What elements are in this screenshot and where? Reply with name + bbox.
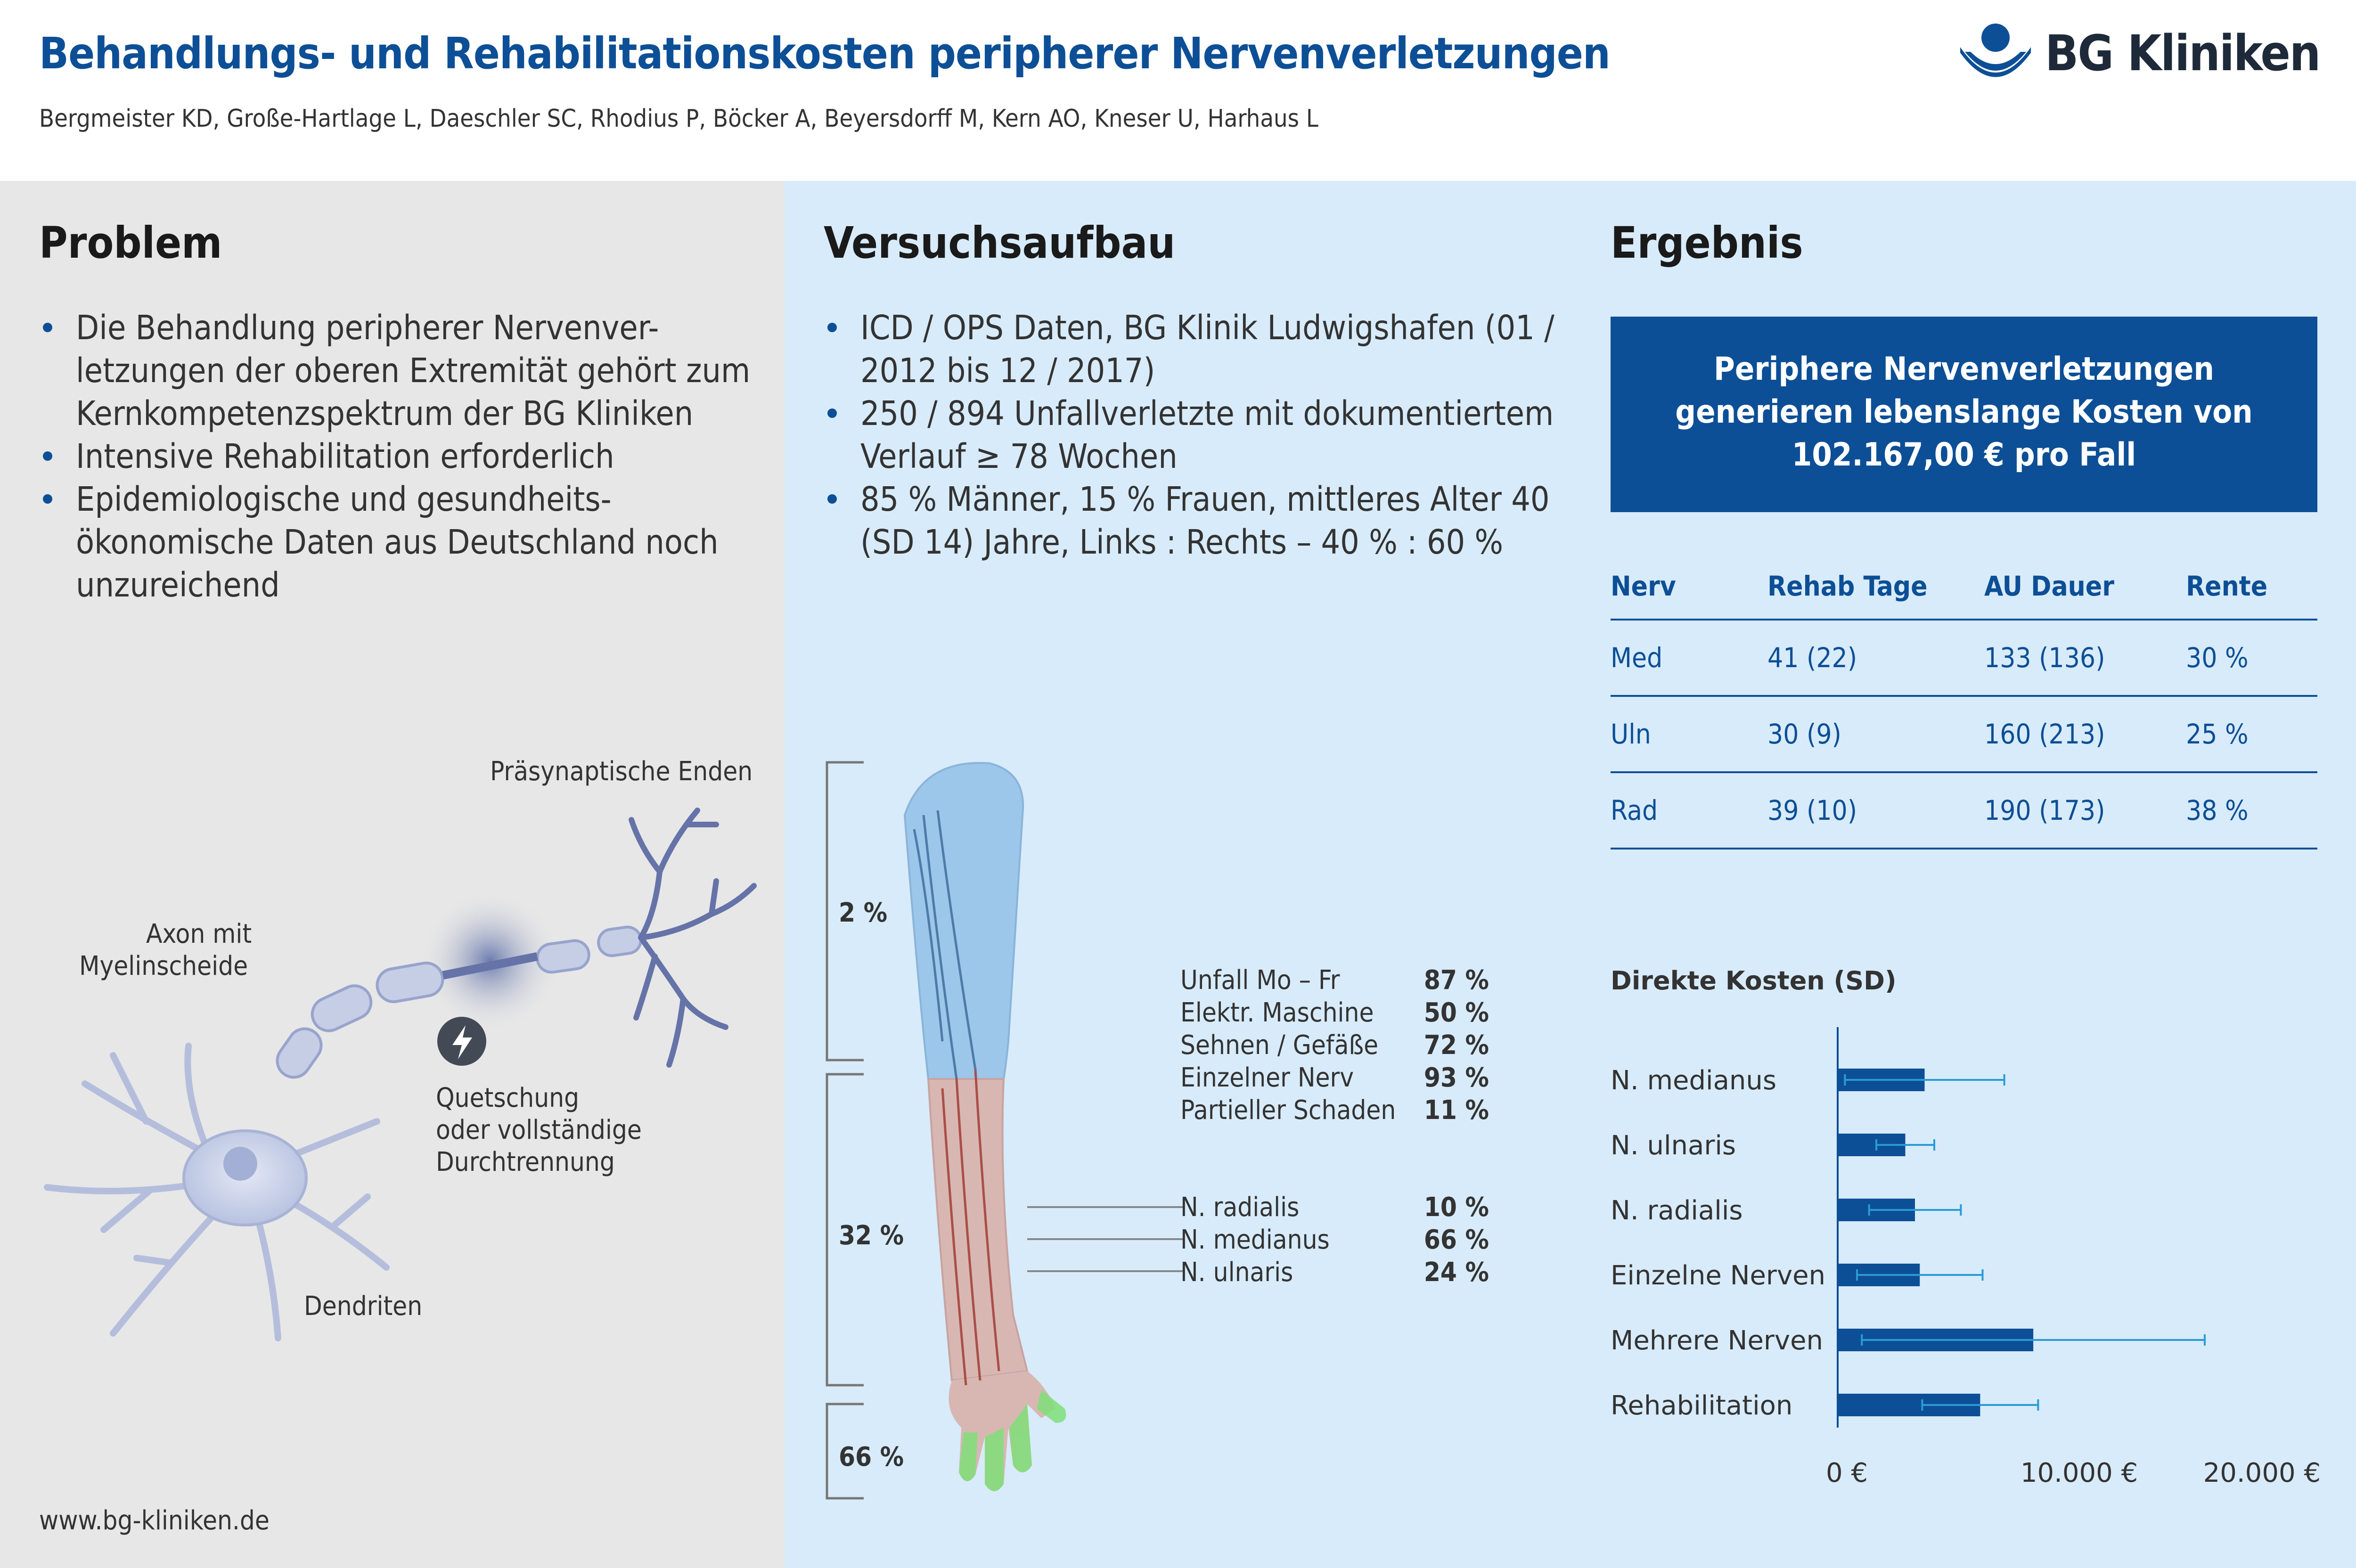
stat-label: Partieller Schaden	[1180, 1095, 1396, 1126]
table-header-row	[1611, 554, 2317, 620]
table-cell: 190 (173)	[1984, 772, 2186, 849]
list-item: 250 / 894 Unfallverletzte mit dokumentiertem Verlauf ≥ 78 Wochen	[824, 392, 1559, 478]
list-item: Die Behandlung peripherer Nervenver-letzungen der oberen Extremität gehört zum Kernkompetenzspektrum der BG Kliniken	[39, 306, 774, 435]
axon-label-2: Myelinscheide	[79, 951, 248, 981]
column-header: AU Dauer	[1984, 554, 2186, 620]
stat-value: 72 %	[1423, 1030, 1489, 1061]
nerve-label: N. radialis	[1180, 1192, 1300, 1223]
tick-label: 10.000 €	[2020, 1458, 2138, 1488]
nerve-pointer-lines	[1027, 1197, 1187, 1291]
direct-costs-chart	[1593, 952, 2347, 1508]
injury-label-1: Quetschung	[436, 1083, 580, 1113]
list-item: ICD / OPS Daten, BG Klinik Ludwigshafen (01 / 2012 bis 12 / 2017)	[824, 306, 1559, 392]
stat-label: Unfall Mo – Fr	[1180, 965, 1340, 996]
page-title: Behandlungs- und Rehabilitationskosten peripherer Nervenverletzungen	[39, 28, 1610, 79]
injury-label-2: oder vollständige	[436, 1115, 642, 1145]
stat-label: Sehnen / Gefäße	[1180, 1030, 1379, 1061]
banner-line: Periphere Nervenverletzungen	[1714, 351, 2214, 388]
key-result-banner	[1611, 317, 2317, 512]
table-cell: 160 (213)	[1984, 696, 2186, 772]
table-cell: 38 %	[2186, 772, 2317, 849]
ergebnis-heading: Ergebnis	[1611, 218, 1803, 268]
category-label: Einzelne Nerven	[1611, 1260, 1826, 1291]
stat-label: Elektr. Maschine	[1180, 997, 1374, 1028]
injury-label-3: Durchtrennung	[436, 1147, 615, 1177]
table-cell: Med	[1611, 620, 1767, 696]
table-cell: 25 %	[2186, 696, 2317, 772]
table-cell: 30 (9)	[1767, 696, 1984, 772]
nerve-value: 66 %	[1423, 1225, 1489, 1255]
category-label: N. ulnaris	[1611, 1130, 1736, 1161]
tick-label: 0 €	[1826, 1458, 1868, 1488]
list-item: Epidemiologische und gesundheits-ökonomische Daten aus Deutschland noch unzureichend	[39, 478, 774, 606]
arm-illustration	[886, 759, 1150, 1512]
nerve-list	[1180, 1192, 1489, 1290]
tick-label: 20.000 €	[2203, 1458, 2321, 1488]
table-row	[1611, 772, 2317, 849]
stats-list	[1180, 965, 1489, 1127]
list-item: 85 % Männer, 15 % Frauen, mittleres Alter 40 (SD 14) Jahre, Links : Rechts – 40 % : 60 %	[824, 478, 1559, 564]
authors: Bergmeister KD, Große-Hartlage L, Daeschler SC, Rhodius P, Böcker A, Beyersdorff M, Kern AO, Kneser U, Harhaus L	[39, 105, 1318, 133]
table-cell: Uln	[1611, 696, 1767, 772]
banner-line: 102.167,00 € pro Fall	[1792, 436, 2136, 474]
versuchsaufbau-bullets	[824, 306, 1559, 564]
stat-value: 11 %	[1423, 1095, 1489, 1126]
banner-line: generieren lebenslange Kosten von	[1675, 393, 2253, 431]
column-header: Rehab Tage	[1767, 554, 1984, 620]
stat-label: Einzelner Nerv	[1180, 1062, 1354, 1093]
dendrites-label: Dendriten	[304, 1291, 423, 1322]
results-table	[1611, 554, 2317, 849]
table-cell: 39 (10)	[1767, 772, 1984, 849]
stat-value: 93 %	[1423, 1062, 1489, 1093]
axon-label-1: Axon mit	[146, 919, 252, 949]
table-cell: 41 (22)	[1767, 620, 1984, 696]
stat-value: 87 %	[1423, 965, 1489, 996]
versuchsaufbau-heading: Versuchsaufbau	[824, 218, 1176, 268]
category-label: N. radialis	[1611, 1195, 1743, 1226]
stat-value: 50 %	[1423, 997, 1489, 1028]
logo-text: BG Kliniken	[2045, 24, 2320, 82]
problem-heading: Problem	[39, 218, 222, 268]
chart-title: Direkte Kosten (SD)	[1611, 966, 1897, 996]
arm-brackets	[822, 759, 869, 1503]
segment-label-forearm: 32 %	[839, 1220, 904, 1251]
segment-label-hand: 66 %	[839, 1442, 904, 1472]
category-label: Mehrere Nerven	[1611, 1325, 1824, 1356]
table-row	[1611, 696, 2317, 772]
table-cell: 133 (136)	[1984, 620, 2186, 696]
nerve-value: 10 %	[1423, 1192, 1489, 1223]
website-link[interactable]: www.bg-kliniken.de	[39, 1505, 270, 1536]
category-label: Rehabilitation	[1611, 1390, 1793, 1421]
presynaptic-label: Präsynaptische Enden	[490, 756, 753, 787]
list-item: Intensive Rehabilitation erforderlich	[39, 435, 774, 478]
table-cell: Rad	[1611, 772, 1767, 849]
column-header: Rente	[2186, 554, 2317, 620]
nerve-label: N. medianus	[1180, 1225, 1330, 1255]
table-row	[1611, 620, 2317, 696]
segment-label-upper: 2 %	[839, 898, 888, 928]
table-cell: 30 %	[2186, 620, 2317, 696]
problem-bullets	[39, 306, 774, 606]
nerve-label: N. ulnaris	[1180, 1257, 1293, 1288]
category-label: N. medianus	[1611, 1065, 1777, 1096]
column-header: Nerv	[1611, 554, 1767, 620]
nerve-value: 24 %	[1423, 1257, 1489, 1288]
